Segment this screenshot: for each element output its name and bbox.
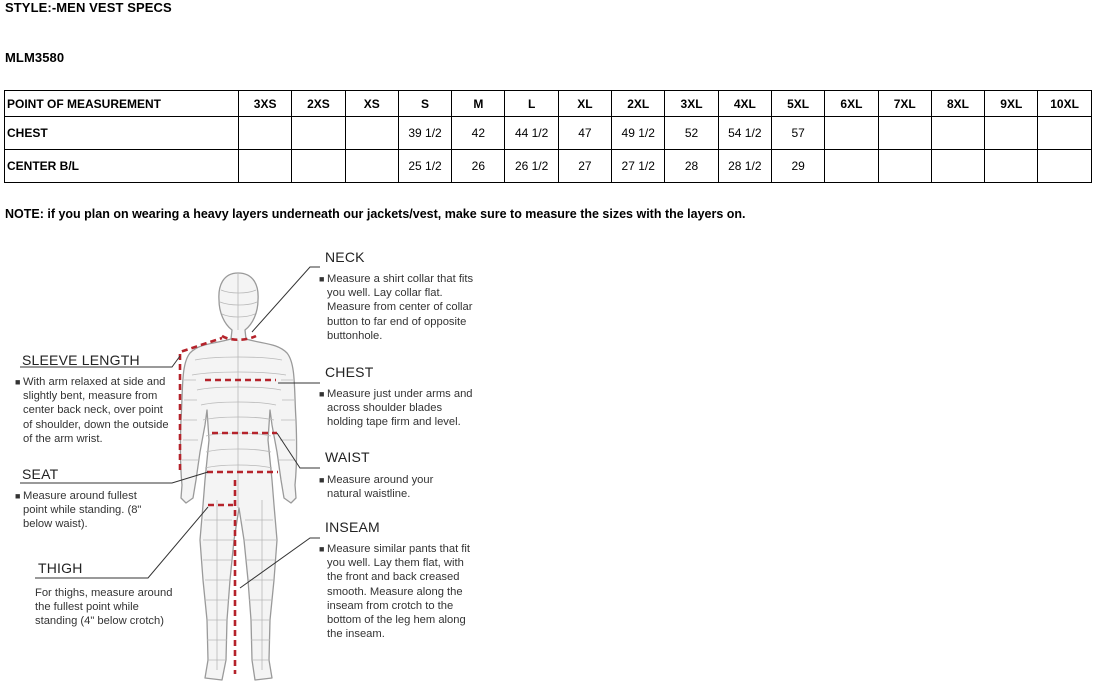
bullet-icon: ■ xyxy=(319,274,325,284)
column-header-size: 2XS xyxy=(292,91,345,117)
neck-label: NECK xyxy=(325,249,365,265)
column-header-size: 3XL xyxy=(665,91,718,117)
column-header-size: XS xyxy=(345,91,398,117)
waist-label: WAIST xyxy=(325,449,370,465)
chest-description-text: Measure just under arms and across shoulder blades holding tape firm and level. xyxy=(327,388,473,429)
sleeve-length-description-text: With arm relaxed at side and slightly bent, measure from center back neck, over point of shoulder, down the outside of the arm wrist. xyxy=(23,376,169,445)
thigh-label: THIGH xyxy=(38,560,83,576)
bullet-icon: ■ xyxy=(319,544,325,554)
table-cell xyxy=(985,150,1038,183)
table-cell xyxy=(931,150,984,183)
table-cell xyxy=(292,117,345,150)
table-cell: 39 1/2 xyxy=(398,117,451,150)
bullet-icon: ■ xyxy=(319,475,325,485)
column-header-size: 10XL xyxy=(1038,91,1091,117)
waist-description xyxy=(319,473,457,501)
sleeve-length-label: SLEEVE LENGTH xyxy=(22,352,140,368)
column-header-size: 4XL xyxy=(718,91,771,117)
table-cell: 44 1/2 xyxy=(505,117,558,150)
column-header-point-of-measurement: POINT OF MEASUREMENT xyxy=(5,91,239,117)
waist-description-text: Measure around your natural waistline. xyxy=(327,474,434,501)
table-cell: 57 xyxy=(771,117,824,150)
style-title: STYLE:-MEN VEST SPECS xyxy=(5,0,172,15)
chest-description xyxy=(319,387,477,430)
table-cell: 47 xyxy=(558,117,611,150)
table-cell xyxy=(292,150,345,183)
human-figure xyxy=(180,273,296,680)
thigh-description: For thighs, measure around the fullest point while standing (4" below crotch) xyxy=(35,587,173,628)
table-cell xyxy=(345,150,398,183)
table-cell: 49 1/2 xyxy=(612,117,665,150)
style-code: MLM3580 xyxy=(5,50,65,65)
bullet-icon: ■ xyxy=(319,389,325,399)
table-cell: 42 xyxy=(452,117,505,150)
column-header-size: L xyxy=(505,91,558,117)
column-header-size: 9XL xyxy=(985,91,1038,117)
table-row xyxy=(5,150,1092,183)
column-header-size: 6XL xyxy=(825,91,878,117)
neck-description-text: Measure a shirt collar that fits you well. Lay collar flat. Measure from center of collar button to far end of opposite buttonhole. xyxy=(327,273,474,342)
bullet-icon: ■ xyxy=(15,491,21,501)
column-header-size: XL xyxy=(558,91,611,117)
table-cell: 28 xyxy=(665,150,718,183)
table-cell: 52 xyxy=(665,117,718,150)
table-cell: 27 1/2 xyxy=(612,150,665,183)
table-cell xyxy=(1038,117,1091,150)
column-header-size: 2XL xyxy=(612,91,665,117)
table-cell xyxy=(878,117,931,150)
inseam-label: INSEAM xyxy=(325,519,380,535)
neck-description xyxy=(319,272,477,343)
table-cell: 27 xyxy=(558,150,611,183)
seat-description xyxy=(15,489,153,532)
bullet-icon: ■ xyxy=(15,377,21,387)
column-header-size: 7XL xyxy=(878,91,931,117)
column-header-size: M xyxy=(452,91,505,117)
table-cell: 25 1/2 xyxy=(398,150,451,183)
table-cell: 26 xyxy=(452,150,505,183)
size-spec-table xyxy=(4,90,1092,183)
seat-description-text: Measure around fullest point while standing. (8" below waist). xyxy=(23,490,142,531)
table-cell xyxy=(239,117,292,150)
inseam-description xyxy=(319,542,472,641)
table-cell xyxy=(985,117,1038,150)
table-cell: 29 xyxy=(771,150,824,183)
column-header-size: 8XL xyxy=(931,91,984,117)
column-header-size: S xyxy=(398,91,451,117)
table-cell xyxy=(931,117,984,150)
table-row xyxy=(5,117,1092,150)
table-cell: 28 1/2 xyxy=(718,150,771,183)
table-cell xyxy=(345,117,398,150)
table-cell: 26 1/2 xyxy=(505,150,558,183)
table-cell xyxy=(1038,150,1091,183)
table-cell: 54 1/2 xyxy=(718,117,771,150)
seat-label: SEAT xyxy=(22,466,59,482)
chest-label: CHEST xyxy=(325,364,374,380)
table-cell xyxy=(825,150,878,183)
table-cell xyxy=(825,117,878,150)
row-label: CHEST xyxy=(5,117,239,150)
row-label: CENTER B/L xyxy=(5,150,239,183)
column-header-size: 5XL xyxy=(771,91,824,117)
measurement-guide xyxy=(0,240,480,691)
column-header-size: 3XS xyxy=(239,91,292,117)
inseam-description-text: Measure similar pants that fit you well. Lay them flat, with the front and back creased smooth. Measure along the inseam from crotch to the bottom of the leg hem along the inseam. xyxy=(327,543,471,641)
table-cell xyxy=(878,150,931,183)
layering-note: NOTE: if you plan on wearing a heavy layers underneath our jackets/vest, make sure to measure the sizes with the layers on. xyxy=(5,207,746,221)
sleeve-length-description xyxy=(15,375,171,446)
table-cell xyxy=(239,150,292,183)
table-header-row xyxy=(5,91,1092,117)
